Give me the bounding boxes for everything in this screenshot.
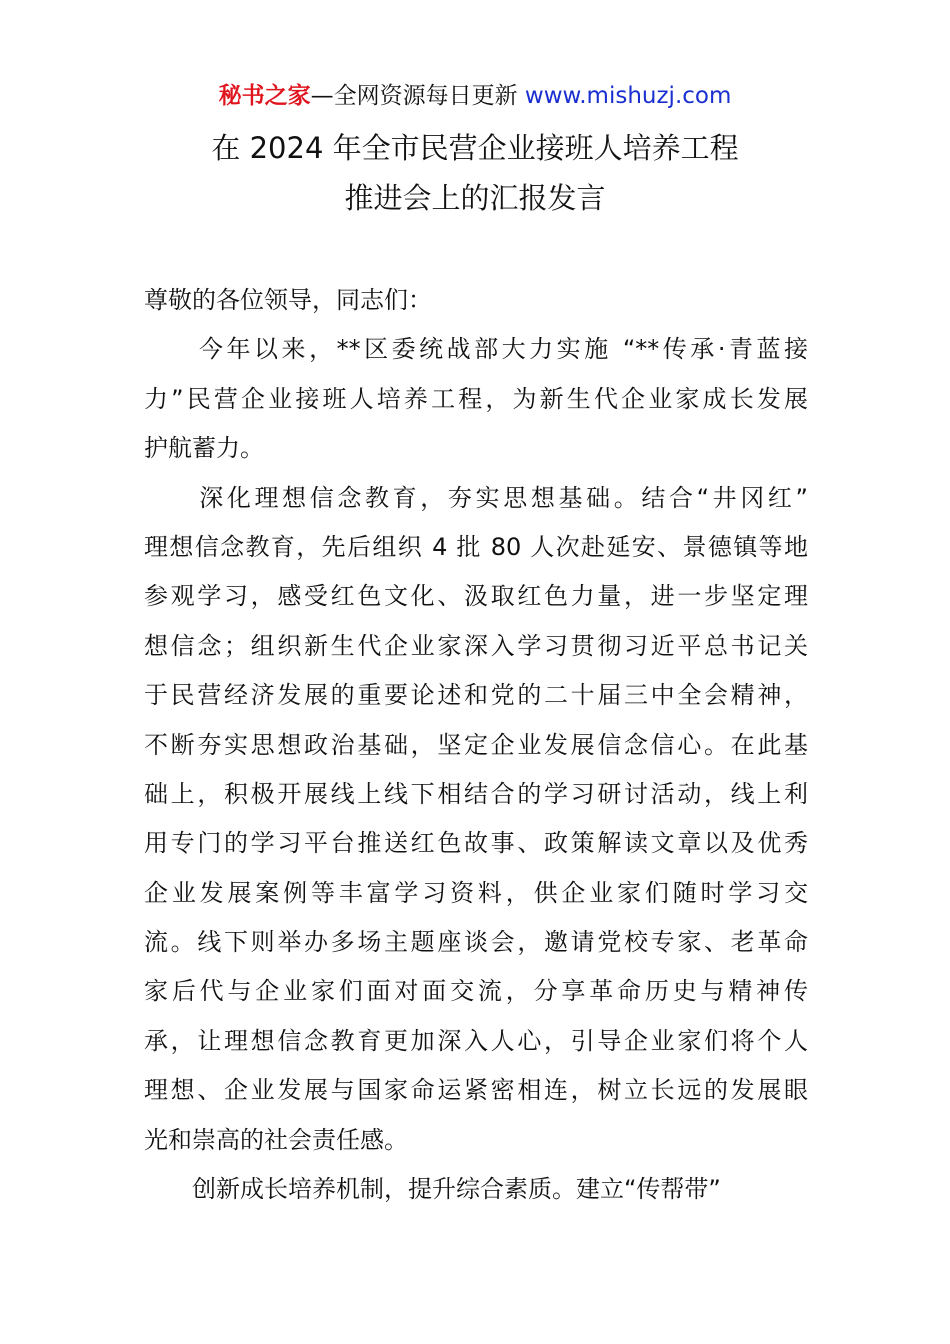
paragraph-line: 理想、企业发展与国家命运紧密相连，树立长远的发展眼: [144, 1076, 808, 1105]
paragraph-line: 参观学习，感受红色文化、汲取红色力量，进一步坚定理: [144, 582, 808, 611]
site-tagline: —全网资源每日更新: [310, 83, 525, 109]
site-url: www.mishuzj.com: [524, 83, 732, 109]
site-brand: 秘书之家: [218, 83, 311, 109]
paragraph-line: 理想信念教育，先后组织 4 批 80 人次赴延安、景德镇等地: [144, 532, 808, 561]
paragraph-line: 用专门的学习平台推送红色故事、政策解读文章以及优秀: [144, 829, 808, 858]
document-title-line-1: 在 2024 年全市民营企业接班人培养工程: [211, 131, 739, 165]
paragraph-line: 家后代与企业家们面对面交流，分享革命历史与精神传: [144, 977, 808, 1006]
paragraph-line: 不断夯实思想政治基础，坚定企业发展信念信心。在此基: [144, 730, 808, 759]
paragraph-line: 础上，积极开展线上线下相结合的学习研讨活动，线上利: [144, 779, 808, 808]
paragraph-line: 深化理想信念教育，夯实思想基础。结合“井冈红”: [144, 483, 808, 512]
paragraph-line: 承，让理想信念教育更加深入人心，引导企业家们将个人: [144, 1026, 808, 1055]
site-header: [0, 80, 950, 112]
document-body: [144, 276, 808, 1214]
paragraph-line: 护航蓄力。: [144, 434, 264, 463]
salutation: 尊敬的各位领导，同志们：: [144, 286, 432, 314]
paragraph-line: 光和崇高的社会责任感。: [144, 1125, 408, 1154]
paragraph-line: 力”民营企业接班人培养工程，为新生代企业家成长发展: [144, 384, 808, 413]
paragraph-line: 创新成长培养机制，提升综合素质。建立“传帮带”: [144, 1175, 721, 1204]
document-title-line-2: 推进会上的汇报发言: [344, 181, 606, 215]
paragraph-line: 企业发展案例等丰富学习资料，供企业家们随时学习交: [144, 878, 808, 907]
paragraph-line: 想信念；组织新生代企业家深入学习贯彻习近平总书记关: [144, 631, 808, 660]
paragraph-line: 于民营经济发展的重要论述和党的二十届三中全会精神，: [144, 681, 808, 710]
paragraph-line: 流。线下则举办多场主题座谈会，邀请党校专家、老革命: [144, 928, 808, 957]
paragraph-line: 今年以来，**区委统战部大力实施 “**传承·青蓝接: [144, 335, 808, 364]
